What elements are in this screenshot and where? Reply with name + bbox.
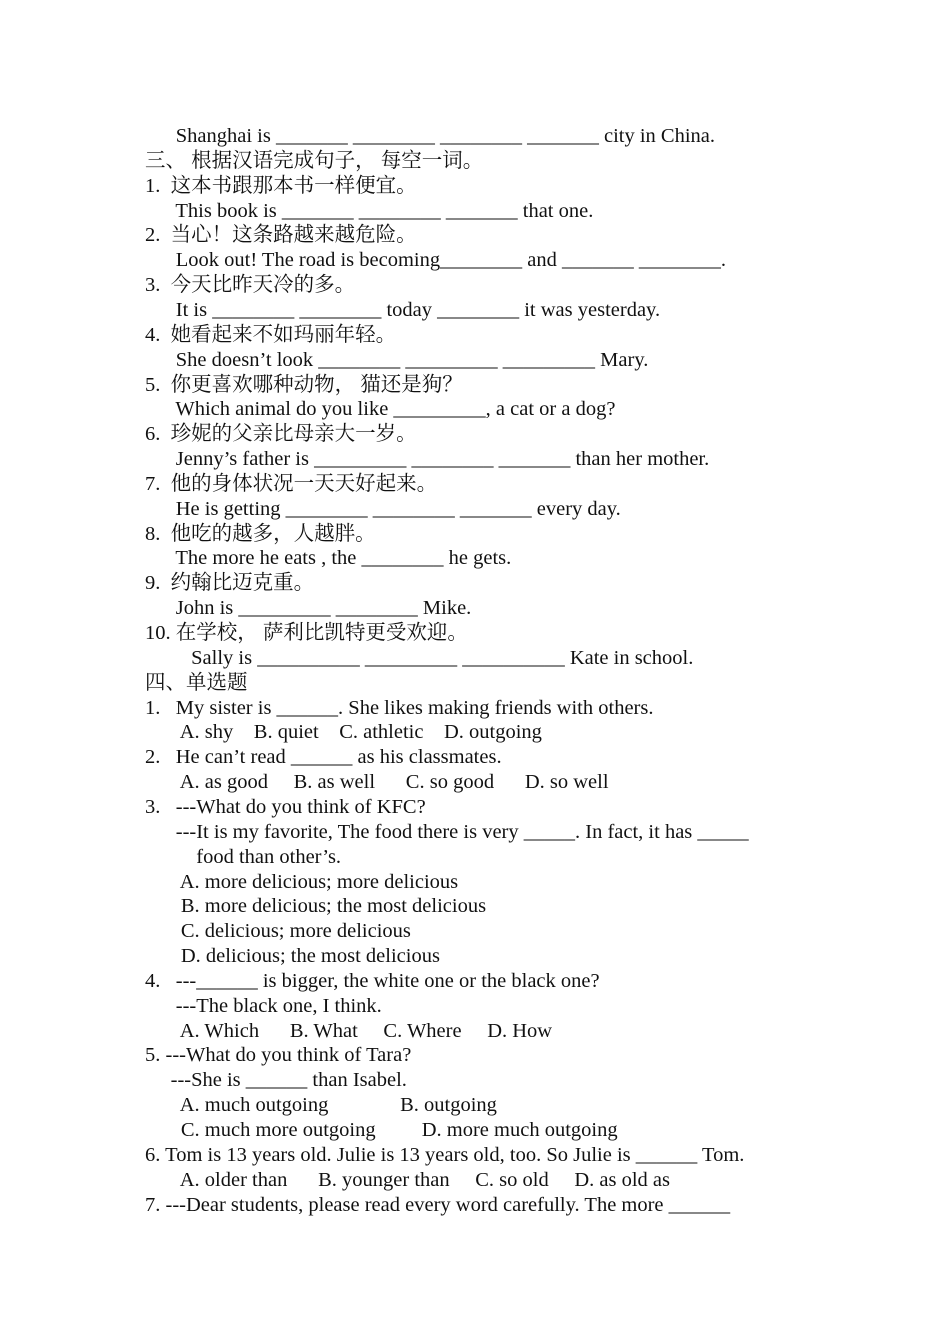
text-line: 5. 你更喜欢哪种动物， 猫还是狗？: [145, 373, 463, 396]
text-line: A. as good B. as well C. so good D. so well: [145, 771, 609, 794]
text-line: ---She is ______ than Isabel.: [145, 1069, 407, 1092]
text-line: D. delicious; the most delicious: [145, 945, 440, 968]
text-line: The more he eats , the ________ he gets.: [145, 547, 512, 570]
text-line: 2. 当心！这条路越来越危险。: [145, 224, 417, 247]
text-line: A. older than B. younger than C. so old D. as old as: [145, 1168, 670, 1191]
text-line: 1. 这本书跟那本书一样便宜。: [145, 174, 417, 197]
text-line: food than other’s.: [145, 845, 342, 868]
text-line: John is _________ ________ Mike.: [145, 597, 472, 620]
text-line: 9. 约翰比迈克重。: [145, 572, 315, 595]
text-line: 四、单选题: [145, 671, 248, 694]
text-line: 8. 他吃的越多，人越胖。: [145, 522, 376, 545]
text-line: A. more delicious; more delicious: [145, 870, 459, 893]
text-line: 4. ---______ is bigger, the white one or the black one?: [145, 969, 600, 992]
text-line: A. shy B. quiet C. athletic D. outgoing: [145, 721, 542, 744]
text-line: C. delicious; more delicious: [145, 920, 411, 943]
text-line: 7. ---Dear students, please read every word carefully. The more ______: [145, 1193, 731, 1216]
text-line: Which animal do you like _________, a cat or a dog?: [145, 398, 616, 421]
text-line: Shanghai is _______ ________ ________ _______ city in China.: [145, 125, 715, 147]
text-line: Jenny’s father is _________ ________ _______ than her mother.: [145, 448, 710, 471]
text-line: 4. 她看起来不如玛丽年轻。: [145, 323, 397, 346]
text-line: 3. 今天比昨天冷的多。: [145, 274, 356, 297]
text-line: 7. 他的身体状况一天天好起来。: [145, 472, 438, 495]
text-line: It is ________ ________ today ________ it was yesterday.: [145, 298, 661, 321]
text-line: This book is _______ ________ _______ that one.: [145, 199, 594, 222]
text-line: B. more delicious; the most delicious: [145, 895, 487, 918]
text-line: A. much outgoing B. outgoing: [145, 1094, 497, 1117]
text-line: Look out! The road is becoming________ and _______ ________.: [145, 249, 726, 272]
text-line: ---It is my favorite, The food there is very _____. In fact, it has _____: [145, 820, 749, 843]
text-line: 3. ---What do you think of KFC?: [145, 795, 426, 818]
text-line: She doesn’t look ________ _________ _________ Mary.: [145, 348, 649, 371]
text-line: 6. Tom is 13 years old. Julie is 13 years old, too. So Julie is ______ Tom.: [145, 1143, 745, 1166]
text-line: Sally is __________ _________ __________ Kate in school.: [145, 646, 694, 669]
text-line: 1. My sister is ______. She likes making friends with others.: [145, 696, 654, 719]
text-line: 6. 珍妮的父亲比母亲大一岁。: [145, 423, 417, 446]
text-line: 三、 根据汉语完成句子， 每空一词。: [145, 149, 484, 172]
text-line: A. Which B. What C. Where D. How: [145, 1019, 553, 1042]
text-line: C. much more outgoing D. more much outgoing: [145, 1119, 618, 1141]
text-line: 2. He can’t read ______ as his classmates.: [145, 746, 502, 769]
text-line: 5. ---What do you think of Tara?: [145, 1044, 412, 1067]
text-line: ---The black one, I think.: [145, 994, 382, 1017]
text-line: 10. 在学校， 萨利比凯特更受欢迎。: [145, 622, 468, 644]
text-line: He is getting ________ ________ _______ every day.: [145, 497, 621, 520]
